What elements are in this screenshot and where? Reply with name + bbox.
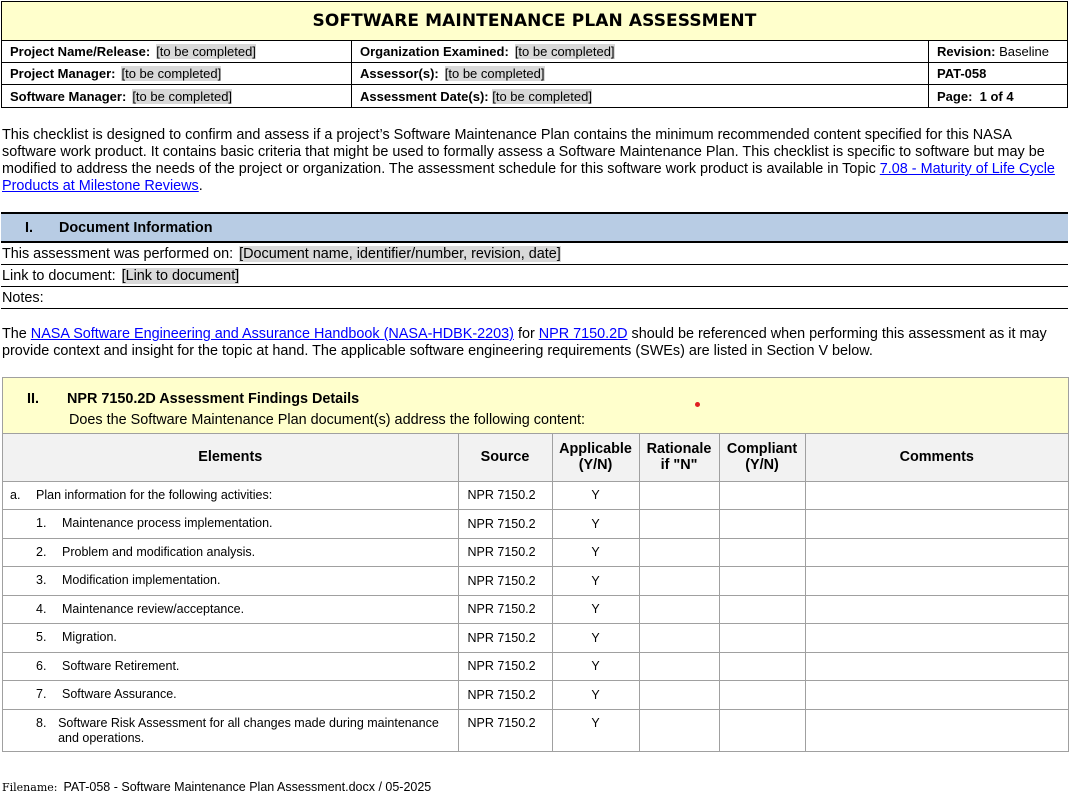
comments-cell[interactable] bbox=[805, 681, 1068, 710]
element-content bbox=[3, 659, 458, 674]
revision-value: Baseline bbox=[999, 44, 1050, 59]
column-header-comments: Comments bbox=[805, 434, 1068, 481]
source-cell: NPR 7150.2 bbox=[458, 595, 552, 624]
compliant-cell[interactable] bbox=[719, 510, 805, 539]
comments-cell[interactable] bbox=[805, 567, 1068, 596]
element-marker: 8. bbox=[36, 715, 47, 730]
element-marker: 2. bbox=[36, 544, 47, 559]
rationale-cell[interactable] bbox=[639, 510, 719, 539]
section-2-number: II. bbox=[27, 391, 39, 407]
column-header-applicable bbox=[552, 434, 639, 481]
organization-examined-value[interactable]: [to be completed] bbox=[514, 44, 615, 59]
rationale-cell[interactable] bbox=[639, 652, 719, 681]
project-manager-value[interactable]: [to be completed] bbox=[121, 66, 222, 81]
performed-on-row[interactable] bbox=[1, 243, 1068, 265]
applicable-cell[interactable]: Y bbox=[552, 681, 639, 710]
applicable-cell[interactable]: Y bbox=[552, 709, 639, 751]
handbook-link[interactable]: NASA Software Engineering and Assurance Handbook (NASA-HDBK-2203) bbox=[30, 326, 514, 342]
link-to-document-value[interactable]: [Link to document] bbox=[121, 267, 240, 284]
element-cell bbox=[3, 681, 458, 710]
column-header-rationale bbox=[639, 434, 719, 481]
software-manager-value[interactable]: [to be completed] bbox=[132, 88, 233, 104]
annotation-dot-icon bbox=[695, 402, 700, 407]
element-cell bbox=[3, 538, 458, 567]
source-cell: NPR 7150.2 bbox=[458, 567, 552, 596]
revision-label: Revision: bbox=[937, 44, 996, 59]
element-marker: 1. bbox=[36, 516, 47, 531]
applicable-cell[interactable]: Y bbox=[552, 567, 639, 596]
rationale-header-text: Rationale if "N" bbox=[646, 441, 712, 474]
link-to-document-row[interactable] bbox=[1, 265, 1068, 287]
element-content bbox=[3, 573, 458, 588]
source-cell: NPR 7150.2 bbox=[458, 681, 552, 710]
table-row bbox=[3, 595, 1068, 624]
assessors-value[interactable]: [to be completed] bbox=[444, 66, 545, 81]
section-2-subtitle: Does the Software Maintenance Plan document(s) address the following content: bbox=[69, 412, 585, 428]
column-header-compliant bbox=[719, 434, 805, 481]
section-1-number: I. bbox=[25, 219, 33, 236]
element-content bbox=[3, 687, 458, 702]
header-row bbox=[2, 63, 1067, 85]
assessors-cell[interactable] bbox=[352, 63, 929, 84]
reference-text: The bbox=[2, 326, 31, 342]
applicable-cell[interactable]: Y bbox=[552, 652, 639, 681]
reference-text: for bbox=[513, 326, 539, 342]
element-marker: 4. bbox=[36, 601, 47, 616]
performed-on-label: This assessment was performed on: bbox=[2, 245, 234, 262]
page-footer bbox=[2, 780, 431, 794]
comments-cell[interactable] bbox=[805, 481, 1068, 510]
section-2-title-row bbox=[27, 391, 359, 407]
element-cell bbox=[3, 481, 458, 510]
element-content bbox=[3, 545, 458, 560]
compliant-cell[interactable] bbox=[719, 681, 805, 710]
table-row bbox=[3, 709, 1068, 751]
section-2-title: NPR 7150.2D Assessment Findings Details bbox=[67, 391, 360, 407]
element-text: Migration. bbox=[62, 630, 117, 645]
page-value: 1 of 4 bbox=[979, 88, 1014, 104]
organization-examined-label: Organization Examined: bbox=[360, 44, 509, 59]
element-text: Maintenance process implementation. bbox=[62, 516, 273, 531]
document-title: SOFTWARE MAINTENANCE PLAN ASSESSMENT bbox=[2, 2, 1067, 41]
project-name-label: Project Name/Release: bbox=[10, 44, 151, 59]
header-row bbox=[2, 85, 1067, 107]
element-text: Plan information for the following activities: bbox=[36, 487, 273, 502]
compliant-cell[interactable] bbox=[719, 481, 805, 510]
element-content bbox=[3, 630, 458, 645]
assessment-dates-label: Assessment Date(s): bbox=[360, 88, 489, 104]
source-cell: NPR 7150.2 bbox=[458, 538, 552, 567]
intro-text-end: . bbox=[198, 178, 203, 194]
filename-value: PAT-058 - Software Maintenance Plan Assessment.docx / 05-2025 bbox=[63, 780, 432, 794]
applicable-cell[interactable]: Y bbox=[552, 624, 639, 653]
software-manager-cell[interactable] bbox=[2, 85, 352, 107]
rationale-cell[interactable] bbox=[639, 624, 719, 653]
header-row bbox=[2, 41, 1067, 63]
assessment-dates-cell[interactable] bbox=[352, 85, 929, 107]
rationale-cell[interactable] bbox=[639, 567, 719, 596]
element-cell bbox=[3, 709, 458, 751]
element-marker: 6. bbox=[36, 658, 47, 673]
table-header-row bbox=[3, 434, 1068, 481]
performed-on-value[interactable]: [Document name, identifier/number, revision, date] bbox=[239, 245, 561, 262]
rationale-cell[interactable] bbox=[639, 595, 719, 624]
project-manager-label: Project Manager: bbox=[10, 66, 116, 81]
section-2-header bbox=[3, 378, 1068, 434]
column-header-elements: Elements bbox=[3, 434, 458, 481]
revision-cell bbox=[929, 41, 1067, 62]
compliant-cell[interactable] bbox=[719, 595, 805, 624]
comments-cell[interactable] bbox=[805, 595, 1068, 624]
element-content bbox=[3, 516, 458, 531]
assessment-dates-value[interactable]: [to be completed] bbox=[492, 88, 592, 104]
findings-table bbox=[3, 434, 1068, 751]
table-row bbox=[3, 681, 1068, 710]
element-content bbox=[3, 716, 458, 746]
column-header-source: Source bbox=[458, 434, 552, 481]
maturity-topic-link[interactable]: 7.08 - Maturity of Life Cycle Products at Milestone Reviews bbox=[2, 161, 1055, 194]
comments-cell[interactable] bbox=[805, 652, 1068, 681]
project-name-value[interactable]: [to be completed] bbox=[156, 44, 256, 59]
element-marker: 7. bbox=[36, 687, 47, 702]
element-cell bbox=[3, 595, 458, 624]
page-number-cell bbox=[929, 85, 1067, 107]
intro-text: This checklist is designed to confirm and assess if a project’s Software Maintenance Plan contains the minimum recommended content specified for this NASA software work product. It contains basic criteria that might be used to formally assess a Software Maintenance Plan. This checklist is specific to software but may be modified to address the needs of the project or organization. The assessment schedule for this software work product is available in Topic bbox=[2, 127, 1045, 177]
document-header-table bbox=[1, 1, 1068, 108]
compliant-header-text: Compliant (Y/N) bbox=[726, 441, 798, 474]
rationale-cell[interactable] bbox=[639, 681, 719, 710]
notes-label: Notes: bbox=[2, 289, 44, 306]
compliant-cell[interactable] bbox=[719, 652, 805, 681]
source-cell: NPR 7150.2 bbox=[458, 652, 552, 681]
applicable-cell[interactable]: Y bbox=[552, 538, 639, 567]
reference-text: should be referenced when performing this assessment as it may provide context and insight for the topic at hand. The applicable software engineering requirements (SWEs) are listed in Section V below. bbox=[2, 326, 1047, 359]
section-1-header bbox=[1, 212, 1068, 243]
table-row bbox=[3, 624, 1068, 653]
compliant-cell[interactable] bbox=[719, 709, 805, 751]
notes-row[interactable] bbox=[1, 287, 1068, 309]
applicable-header-text: Applicable (Y/N) bbox=[559, 441, 632, 474]
compliant-cell[interactable] bbox=[719, 538, 805, 567]
element-cell bbox=[3, 624, 458, 653]
element-marker: 5. bbox=[36, 630, 47, 645]
applicable-cell[interactable]: Y bbox=[552, 510, 639, 539]
document-information-section bbox=[1, 212, 1068, 309]
source-cell: NPR 7150.2 bbox=[458, 510, 552, 539]
rationale-cell[interactable] bbox=[639, 481, 719, 510]
assessment-findings-section bbox=[2, 377, 1069, 752]
rationale-cell[interactable] bbox=[639, 709, 719, 751]
element-text: Software Risk Assessment for all changes made during maintenance and operations. bbox=[58, 715, 439, 745]
element-marker: 3. bbox=[36, 573, 47, 588]
element-text: Modification implementation. bbox=[62, 573, 221, 588]
intro-paragraph bbox=[2, 127, 1068, 195]
software-manager-label: Software Manager: bbox=[10, 88, 127, 104]
table-row bbox=[3, 652, 1068, 681]
element-cell bbox=[3, 510, 458, 539]
compliant-cell[interactable] bbox=[719, 624, 805, 653]
compliant-cell[interactable] bbox=[719, 567, 805, 596]
link-to-document-label: Link to document: bbox=[2, 267, 116, 284]
element-content bbox=[3, 488, 458, 503]
table-row bbox=[3, 538, 1068, 567]
element-text: Software Retirement. bbox=[62, 658, 180, 673]
project-name-cell[interactable] bbox=[2, 41, 352, 62]
applicable-cell[interactable]: Y bbox=[552, 595, 639, 624]
element-text: Problem and modification analysis. bbox=[62, 544, 256, 559]
table-row bbox=[3, 481, 1068, 510]
section-1-title: Document Information bbox=[59, 219, 213, 236]
comments-cell[interactable] bbox=[805, 709, 1068, 751]
rationale-cell[interactable] bbox=[639, 538, 719, 567]
element-text: Maintenance review/acceptance. bbox=[62, 601, 245, 616]
npr-link[interactable]: NPR 7150.2D bbox=[538, 326, 628, 342]
source-cell: NPR 7150.2 bbox=[458, 481, 552, 510]
element-cell bbox=[3, 652, 458, 681]
assessors-label: Assessor(s): bbox=[360, 66, 439, 81]
element-text: Software Assurance. bbox=[62, 687, 177, 702]
filename-label: Filename: bbox=[2, 781, 58, 794]
document-id-cell bbox=[929, 63, 1067, 84]
reference-paragraph bbox=[2, 326, 1068, 360]
page-label: Page: bbox=[937, 88, 973, 104]
comments-cell[interactable] bbox=[805, 538, 1068, 567]
table-row bbox=[3, 510, 1068, 539]
project-manager-cell[interactable] bbox=[2, 63, 352, 84]
applicable-cell[interactable]: Y bbox=[552, 481, 639, 510]
table-row bbox=[3, 567, 1068, 596]
element-cell bbox=[3, 567, 458, 596]
comments-cell[interactable] bbox=[805, 624, 1068, 653]
comments-cell[interactable] bbox=[805, 510, 1068, 539]
organization-examined-cell[interactable] bbox=[352, 41, 929, 62]
source-cell: NPR 7150.2 bbox=[458, 709, 552, 751]
source-cell: NPR 7150.2 bbox=[458, 624, 552, 653]
document-id: PAT-058 bbox=[937, 66, 987, 81]
element-content bbox=[3, 602, 458, 617]
element-marker: a. bbox=[10, 487, 21, 502]
